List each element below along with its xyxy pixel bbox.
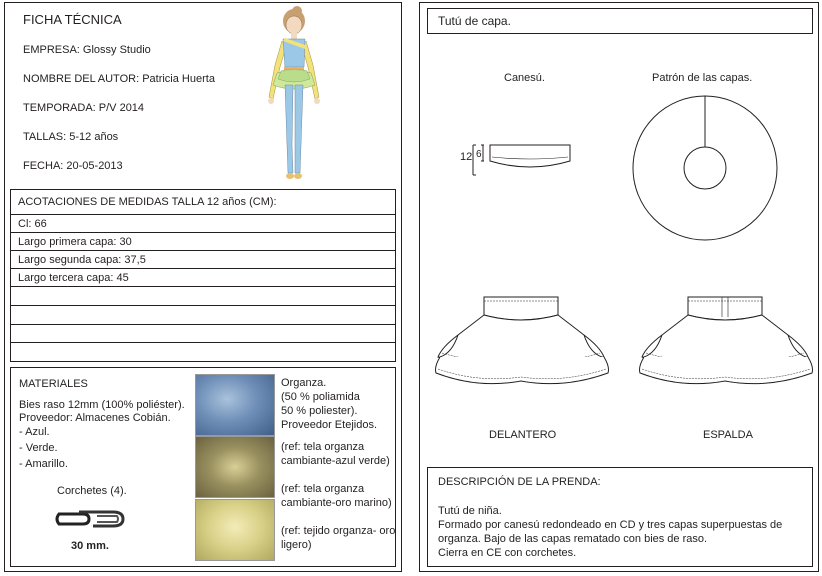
proveedor-text: Proveedor: Almacenes Cobián. xyxy=(19,412,171,424)
garment-title-box xyxy=(427,8,813,34)
table-row xyxy=(11,324,395,343)
description-line: Tutú de niña. xyxy=(438,505,502,517)
fabric-swatch-blue xyxy=(195,374,275,436)
organza-line: 50 % poliester). xyxy=(281,405,358,417)
temporada-field: TEMPORADA: P/V 2014 xyxy=(23,102,145,114)
ref2-line: cambiante-oro marino) xyxy=(281,497,392,509)
dim-inner-label: 6 xyxy=(476,149,482,160)
autor-field: NOMBRE DEL AUTOR: Patricia Huerta xyxy=(23,73,215,85)
canesu-pattern xyxy=(470,139,580,179)
table-row xyxy=(11,250,395,269)
ref1-line: (ref: tela organza xyxy=(281,441,365,453)
color-item: - Verde. xyxy=(19,442,58,454)
dim-outer-label: 12 xyxy=(460,151,473,163)
description-line: organza. Bajo de las capas rematado con bies de raso. xyxy=(438,533,708,545)
ref3-line: ligero) xyxy=(281,539,312,551)
patron-label: Patrón de las capas. xyxy=(652,72,753,84)
fabric-swatch-green-gold xyxy=(195,436,275,498)
delantero-label: DELANTERO xyxy=(489,429,557,441)
table-cell: Largo tercera capa: 45 xyxy=(18,272,129,284)
table-cell: Cl: 66 xyxy=(18,218,47,230)
table-cell: Largo segunda capa: 37,5 xyxy=(18,254,146,266)
table-row xyxy=(11,305,395,324)
description-line: Formado por canesú redondeado en CD y tres capas superpuestas de xyxy=(438,519,783,531)
sheet-title: FICHA TÉCNICA xyxy=(23,12,122,27)
hook-size-label: 30 mm. xyxy=(71,540,109,552)
description-title: DESCRIPCIÓN DE LA PRENDA: xyxy=(438,476,601,488)
fabric-swatch-yellow xyxy=(195,499,275,561)
color-item: - Azul. xyxy=(19,426,50,438)
empresa-field: EMPRESA: Glossy Studio xyxy=(23,44,151,56)
description-box xyxy=(427,467,813,567)
canesu-label: Canesú. xyxy=(504,72,545,84)
ref1-line: cambiante-azul verde) xyxy=(281,455,390,467)
table-row xyxy=(11,342,395,361)
measures-title: ACOTACIONES DE MEDIDAS TALLA 12 años (CM): xyxy=(18,196,277,208)
left-sheet xyxy=(4,2,402,572)
organza-line: Proveedor Etejidos. xyxy=(281,419,377,431)
hook-eye-icon xyxy=(53,506,133,532)
materials-title: MATERIALES xyxy=(19,378,88,390)
table-row xyxy=(11,214,395,233)
right-sheet xyxy=(419,2,819,572)
table-row xyxy=(11,286,395,305)
color-item: - Amarillo. xyxy=(19,458,68,470)
ref3-line: (ref: tejido organza- oro xyxy=(281,525,396,537)
back-view-drawing xyxy=(636,295,816,387)
table-row xyxy=(11,232,395,251)
corchetes-text: Corchetes (4). xyxy=(57,485,127,497)
description-line: Cierra en CE con corchetes. xyxy=(438,547,577,559)
table-row xyxy=(11,268,395,287)
model-illustration xyxy=(255,5,335,185)
tallas-field: TALLAS: 5-12 años xyxy=(23,131,119,143)
organza-line: Organza. xyxy=(281,377,327,389)
measures-table xyxy=(10,189,396,362)
organza-line: (50 % poliamida xyxy=(281,391,360,403)
materials-box xyxy=(10,367,396,567)
layer-pattern-circle xyxy=(630,95,780,245)
espalda-label: ESPALDA xyxy=(703,429,753,441)
fecha-field: FECHA: 20-05-2013 xyxy=(23,160,123,172)
table-cell: Largo primera capa: 30 xyxy=(18,236,132,248)
front-view-drawing xyxy=(432,295,612,387)
ref2-line: (ref: tela organza xyxy=(281,483,365,495)
bies-text: Bies raso 12mm (100% poliéster). xyxy=(19,399,185,411)
garment-title: Tutú de capa. xyxy=(438,14,511,28)
